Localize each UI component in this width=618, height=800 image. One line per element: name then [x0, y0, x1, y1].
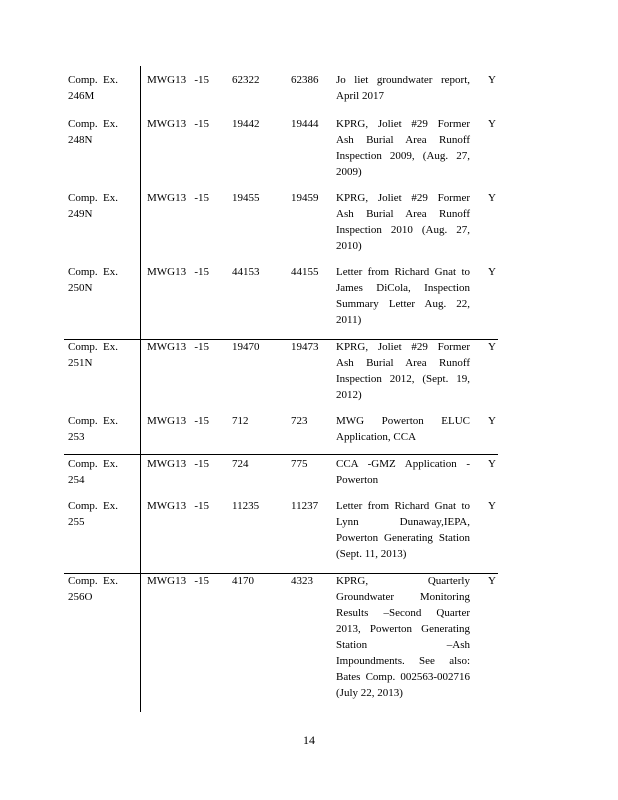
bates-start: 62322: [232, 74, 260, 86]
witness-reference: MWG13 -15: [147, 266, 210, 278]
exhibit-description: KPRG, Joliet #29 Former Ash Burial Area Runoff Inspection 2010 (Aug. 27, 2010): [336, 192, 470, 252]
bates-end: 775: [291, 458, 308, 470]
witness-reference: MWG13 -15: [147, 74, 210, 86]
bates-start: 712: [232, 415, 249, 427]
admitted-flag: Y: [488, 192, 496, 204]
bates-start: 19470: [232, 341, 260, 353]
exhibit-number: Comp. Ex. 254: [68, 458, 118, 486]
admitted-flag: Y: [488, 575, 496, 587]
witness-reference: MWG13 -15: [147, 458, 210, 470]
exhibit-number: Comp. Ex. 255: [68, 500, 118, 528]
exhibit-number: Comp. Ex. 250N: [68, 266, 118, 294]
witness-reference: MWG13 -15: [147, 192, 210, 204]
admitted-flag: Y: [488, 74, 496, 86]
witness-reference: MWG13 -15: [147, 118, 210, 130]
exhibit-description: KPRG, Joliet #29 Former Ash Burial Area Runoff Inspection 2009, (Aug. 27, 2009): [336, 118, 470, 178]
admitted-flag: Y: [488, 266, 496, 278]
admitted-flag: Y: [488, 415, 496, 427]
bates-end: 11237: [291, 500, 319, 512]
witness-reference: MWG13 -15: [147, 575, 210, 587]
exhibit-description: Letter from Richard Gnat to Lynn Dunaway,IEPA, Powerton Generating Station (Sept. 11, 2013): [336, 500, 470, 560]
bates-end: 723: [291, 415, 308, 427]
exhibit-description: Jo liet groundwater report, April 2017: [336, 74, 470, 102]
witness-reference: MWG13 -15: [147, 500, 210, 512]
exhibit-description: Letter from Richard Gnat to James DiCola, Inspection Summary Letter Aug. 22, 2011): [336, 266, 470, 326]
admitted-flag: Y: [488, 458, 496, 470]
bates-end: 19473: [291, 341, 319, 353]
exhibit-number: Comp. Ex. 256O: [68, 575, 118, 603]
bates-start: 19455: [232, 192, 260, 204]
bates-end: 19444: [291, 118, 319, 130]
bates-end: 19459: [291, 192, 319, 204]
exhibit-description: KPRG, Quarterly Groundwater Monitoring Results –Second Quarter 2013, Powerton Generating Station –Ash Impoundments. See also: Bates Comp. 002563-002716 (July 22, 2013): [336, 575, 470, 699]
exhibit-number: Comp. Ex. 253: [68, 415, 118, 443]
admitted-flag: Y: [488, 341, 496, 353]
row-divider: [64, 454, 498, 455]
exhibit-description: MWG Powerton ELUC Application, CCA: [336, 415, 470, 443]
bates-start: 19442: [232, 118, 260, 130]
exhibit-description: CCA -GMZ Application - Powerton: [336, 458, 470, 486]
bates-end: 44155: [291, 266, 319, 278]
bates-start: 724: [232, 458, 249, 470]
bates-start: 4170: [232, 575, 254, 587]
page-number: 14: [303, 733, 315, 747]
bates-start: 11235: [232, 500, 260, 512]
exhibit-number: Comp. Ex. 251N: [68, 341, 118, 369]
exhibit-number: Comp. Ex. 248N: [68, 118, 118, 146]
exhibit-description: KPRG, Joliet #29 Former Ash Burial Area Runoff Inspection 2012, (Sept. 19, 2012): [336, 341, 470, 401]
exhibit-number: Comp. Ex. 246M: [68, 74, 118, 102]
column-divider: [140, 66, 141, 712]
bates-end: 62386: [291, 74, 319, 86]
admitted-flag: Y: [488, 118, 496, 130]
witness-reference: MWG13 -15: [147, 341, 210, 353]
bates-start: 44153: [232, 266, 260, 278]
bates-end: 4323: [291, 575, 313, 587]
admitted-flag: Y: [488, 500, 496, 512]
witness-reference: MWG13 -15: [147, 415, 210, 427]
exhibit-number: Comp. Ex. 249N: [68, 192, 118, 220]
